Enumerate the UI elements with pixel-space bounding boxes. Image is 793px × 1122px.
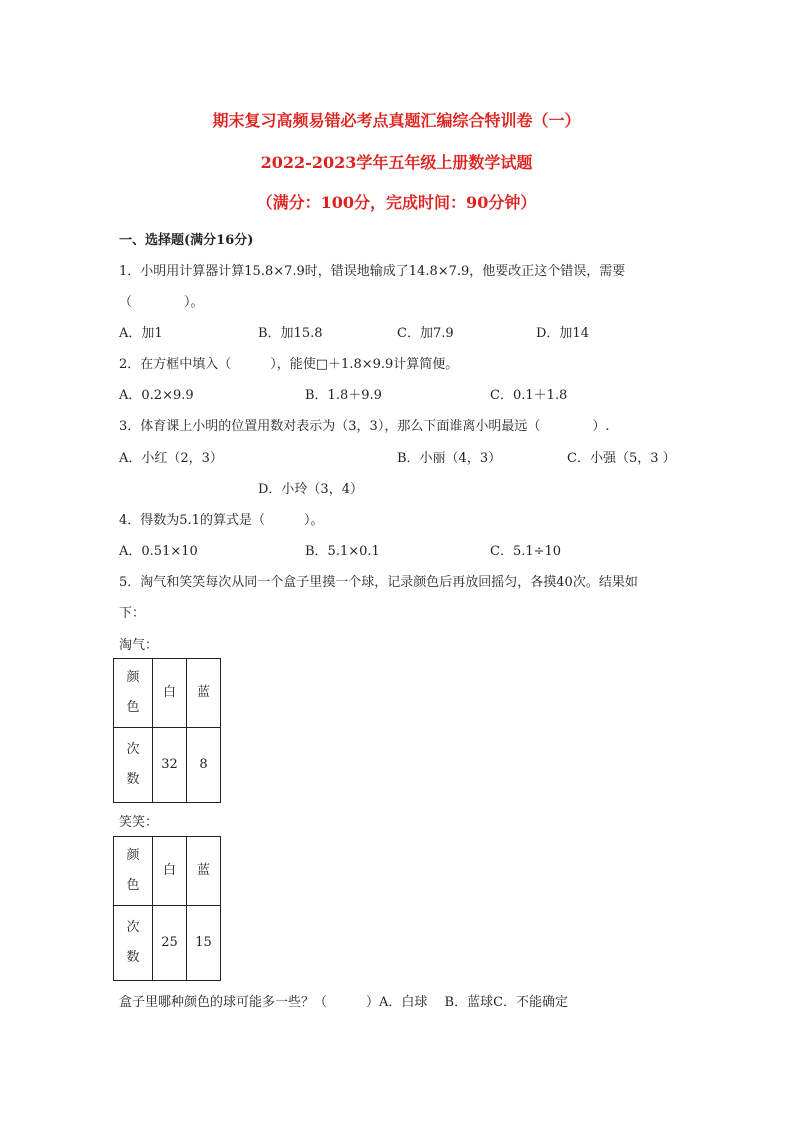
taoqi-table <box>113 658 221 803</box>
exam-title: 期末复习高频易错必考点真题汇编综合特训卷（一） <box>212 111 581 130</box>
q1-stem-line1: 1．小明用计算器计算15.8×7.9时，错误地输成了14.8×7.9，他要改正这个错误，需要 <box>119 264 626 279</box>
xiaoxiao-table <box>113 836 221 981</box>
table-cell: 次 数 <box>114 906 153 981</box>
q2-option-c: C．0.1＋1.8 <box>490 388 568 403</box>
table-cell: 白 <box>153 659 187 728</box>
q4-option-b: B．5.1×0.1 <box>305 544 380 559</box>
q5-label-taoqi: 淘气： <box>119 638 159 653</box>
q1-stem-line2: （ ）。 <box>119 295 204 310</box>
table-row <box>114 906 221 981</box>
table-row <box>114 659 221 728</box>
q3-option-d: D．小玲（3，4） <box>258 482 363 497</box>
q2-stem: 2．在方框中填入（ ），能使□＋1.8×9.9计算简便。 <box>119 357 459 372</box>
table-cell: 白 <box>153 837 187 906</box>
section-heading: 一、选择题(满分16分) <box>119 233 254 248</box>
q2-option-a: A．0.2×9.9 <box>119 388 194 403</box>
exam-score-time: （满分：100分，完成时间：90分钟） <box>256 193 537 212</box>
q4-option-a: A．0.51×10 <box>119 544 198 559</box>
exam-subtitle: 2022-2023学年五年级上册数学试题 <box>260 153 533 172</box>
table-cell: 32 <box>153 728 187 803</box>
q2-option-b: B．1.8＋9.9 <box>305 388 382 403</box>
table-row <box>114 728 221 803</box>
table-cell: 25 <box>153 906 187 981</box>
table-cell: 次 数 <box>114 728 153 803</box>
q3-option-c: C．小强（5，3 ） <box>567 451 676 466</box>
q3-option-a: A．小红（2，3） <box>119 451 223 466</box>
q4-stem: 4．得数为5.1的算式是（ ）。 <box>119 513 324 528</box>
table-cell: 颜 色 <box>114 837 153 906</box>
table-row <box>114 837 221 906</box>
q4-option-c: C．5.1÷10 <box>490 544 562 559</box>
q3-option-b: B．小丽（4，3） <box>397 451 502 466</box>
q1-option-b: B．加15.8 <box>258 326 323 341</box>
q5-stem-line1: 5．淘气和笑笑每次从同一个盒子里摸一个球，记录颜色后再放回摇匀，各摸40次。结果如 <box>119 575 638 590</box>
q1-option-d: D．加14 <box>536 326 589 341</box>
table-cell: 蓝 <box>187 837 221 906</box>
q5-question: 盒子里哪种颜色的球可能多一些？（ ）A．白球 B．蓝球C．不能确定 <box>119 995 569 1010</box>
q5-label-xiaoxiao: 笑笑： <box>119 815 159 830</box>
q1-option-c: C．加7.9 <box>397 326 454 341</box>
q1-option-a: A．加1 <box>119 326 163 341</box>
q3-stem: 3．体育课上小明的位置用数对表示为（3，3），那么下面谁离小明最远（ ）. <box>119 419 610 434</box>
table-cell: 蓝 <box>187 659 221 728</box>
table-cell: 15 <box>187 906 221 981</box>
q5-stem-line2: 下： <box>119 606 146 621</box>
table-cell: 8 <box>187 728 221 803</box>
table-cell: 颜 色 <box>114 659 153 728</box>
